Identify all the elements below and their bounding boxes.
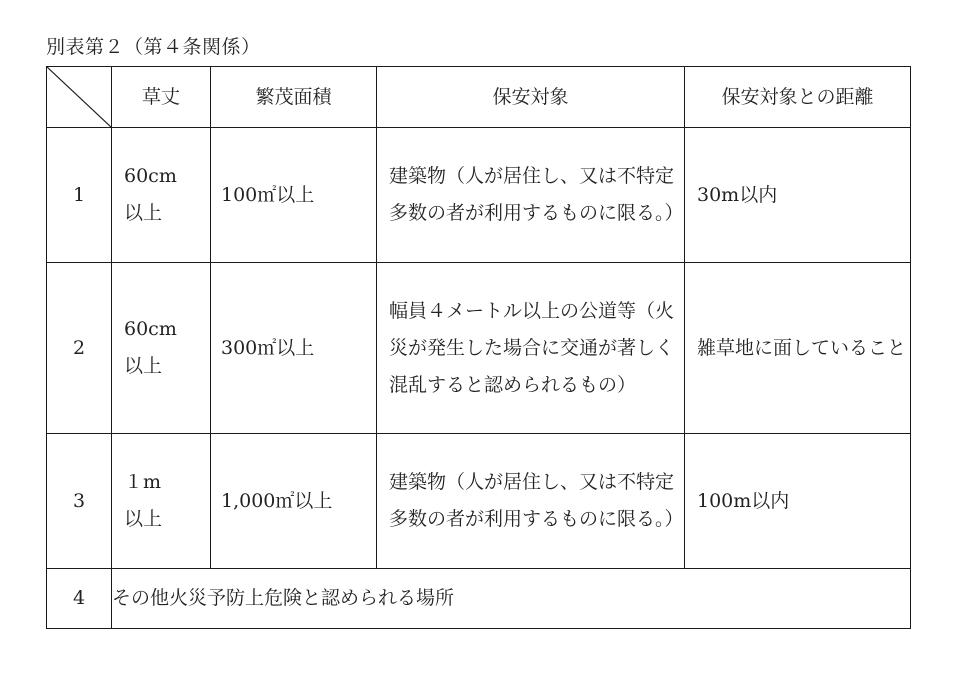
height-suffix: 以上: [124, 202, 163, 224]
header-row: [47, 67, 911, 128]
height-cell: [112, 263, 211, 434]
area-cell: 300㎡以上: [211, 263, 377, 434]
distance-cell: 100m以内: [685, 434, 911, 569]
height-value: １m: [124, 471, 162, 493]
height-suffix: 以上: [124, 355, 163, 377]
row-number: 4: [47, 569, 112, 629]
height-cell: [112, 128, 211, 263]
table-row: [47, 569, 911, 629]
row-number: 2: [47, 263, 112, 434]
regulation-table: [46, 66, 911, 629]
diagonal-line: [47, 67, 111, 127]
header-target: 保安対象: [377, 67, 685, 128]
other-hazard-text: その他火災予防上危険と認められる場所: [112, 569, 911, 629]
target-text: 幅員４メートル以上の公道等（火災が発生した場合に交通が著しく混乱すると認められるもの）: [389, 299, 675, 396]
table-row: [47, 128, 911, 263]
target-text: 建築物（人が居住し、又は不特定多数の者が利用するものに限る。）: [389, 471, 684, 530]
table-caption: 別表第２（第４条関係）: [46, 36, 261, 58]
corner-cell: [47, 67, 112, 128]
row-number: 1: [47, 128, 112, 263]
target-cell: [377, 434, 685, 569]
target-cell: [377, 263, 685, 434]
height-suffix: 以上: [124, 508, 163, 530]
area-cell: 1,000㎡以上: [211, 434, 377, 569]
header-distance: 保安対象との距離: [685, 67, 911, 128]
distance-cell: [685, 263, 911, 434]
height-value: 60cm: [124, 318, 177, 340]
distance-text: 雑草地に面していること: [697, 336, 907, 359]
height-cell: [112, 434, 211, 569]
target-cell: [377, 128, 685, 263]
target-text: 建築物（人が居住し、又は不特定多数の者が利用するものに限る。）: [389, 165, 684, 224]
table-row: [47, 263, 911, 434]
header-area: 繁茂面積: [211, 67, 377, 128]
distance-cell: 30m以内: [685, 128, 911, 263]
height-value: 60cm: [124, 165, 177, 187]
header-height: 草丈: [112, 67, 211, 128]
table-row: [47, 434, 911, 569]
row-number: 3: [47, 434, 112, 569]
area-cell: 100㎡以上: [211, 128, 377, 263]
